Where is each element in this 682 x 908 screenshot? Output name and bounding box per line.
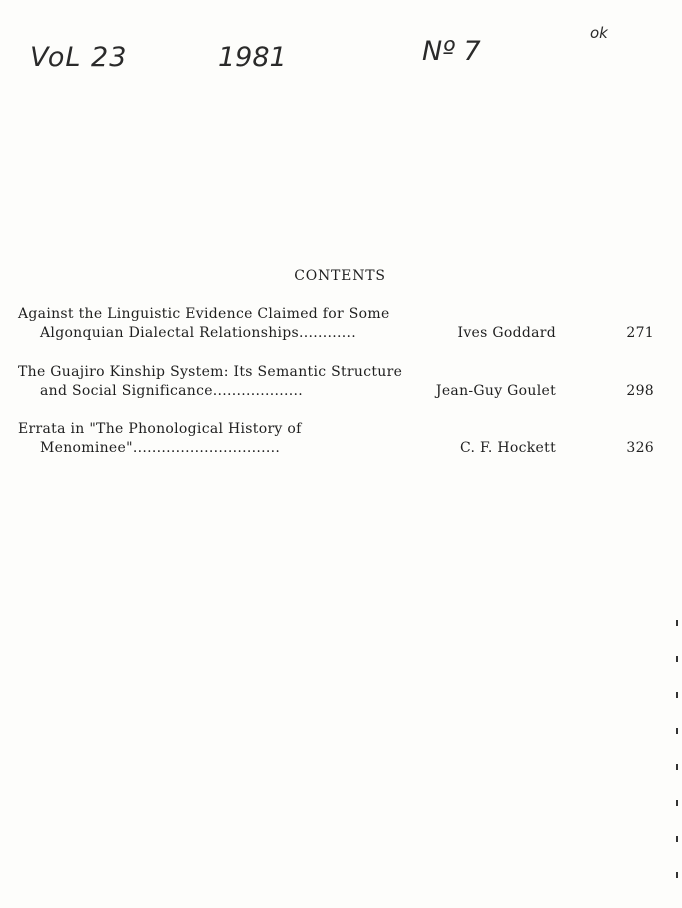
- toc-entry: [18, 364, 662, 403]
- entry-title-line: The Guajiro Kinship System: Its Semantic Structure: [18, 364, 403, 380]
- toc-entry: [18, 306, 662, 345]
- entry-title-continuation: and Social Significance...................: [40, 383, 304, 399]
- entry-author: Ives Goddard: [457, 325, 556, 341]
- entry-page-number: 326: [626, 440, 654, 456]
- entry-page-number: 271: [626, 325, 654, 341]
- entry-title-continuation: Algonquian Dialectal Relationships............: [40, 325, 357, 341]
- edge-scan-marks: [674, 620, 680, 908]
- handwritten-year: 1981: [218, 42, 287, 73]
- entry-title-line: Errata in "The Phonological History of: [18, 421, 302, 437]
- entry-author: C. F. Hockett: [460, 440, 556, 456]
- toc-entry: [18, 421, 662, 460]
- entry-author: Jean-Guy Goulet: [435, 383, 556, 399]
- handwritten-number: Nº 7: [422, 36, 481, 67]
- contents-heading: CONTENTS: [294, 268, 386, 284]
- entry-title-line: Against the Linguistic Evidence Claimed for Some: [18, 306, 390, 322]
- handwritten-check: ok: [590, 24, 608, 42]
- entry-page-number: 298: [626, 383, 654, 399]
- entry-title-continuation: Menominee"...............................: [40, 440, 281, 456]
- handwritten-volume: VoL 23: [30, 42, 128, 73]
